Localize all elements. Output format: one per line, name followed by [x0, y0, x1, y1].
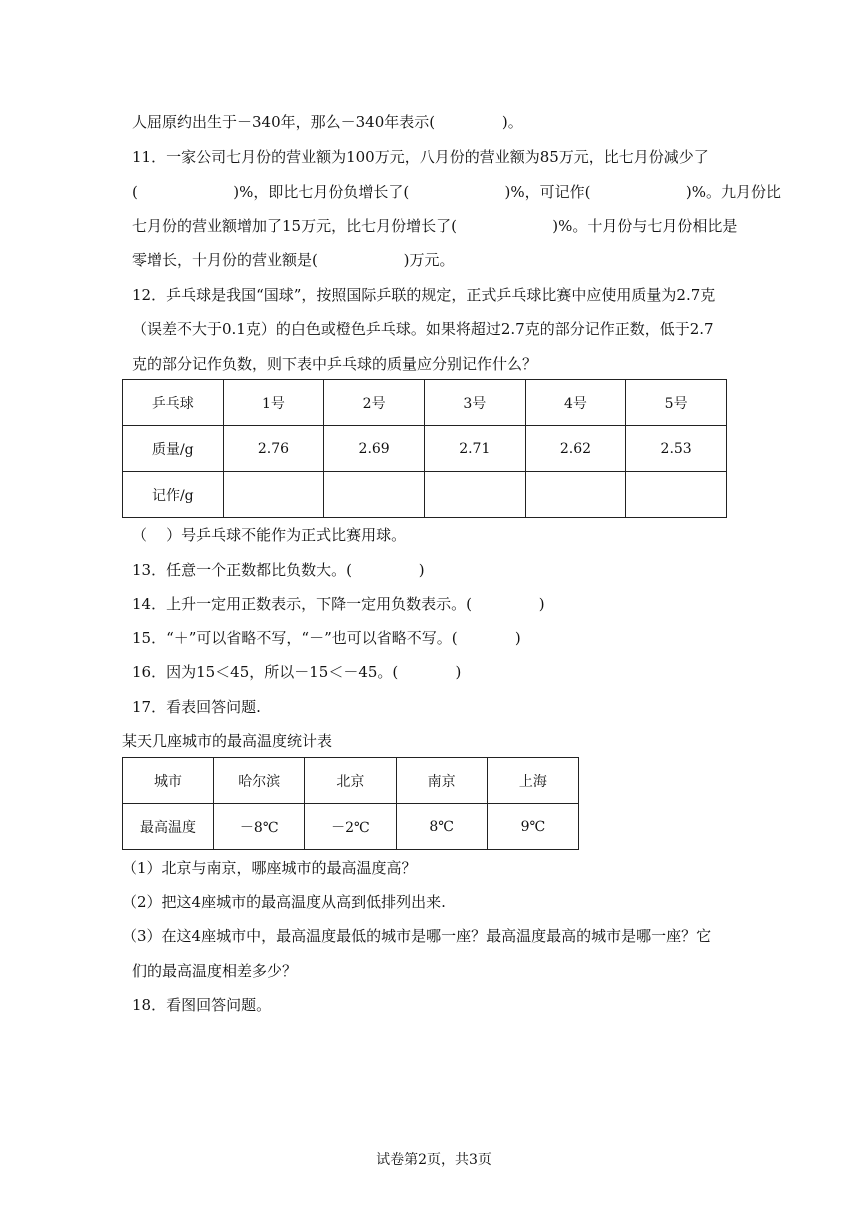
line-1: 人屈原约出生于－340年，那么－340年表示( )。 [132, 113, 523, 131]
table-row [123, 758, 579, 804]
table-cell: 上海 [487, 758, 578, 804]
answer-cell [525, 472, 626, 518]
table-row [123, 380, 727, 426]
table-cell: 2.69 [324, 426, 425, 472]
answer-cell [324, 472, 425, 518]
line-4: 七月份的营业额增加了15万元，比七月份增长了( )%。十月份与七月份相比是 [132, 217, 738, 235]
table-cell: 乒乓球 [123, 380, 224, 426]
table-cell: 北京 [305, 758, 396, 804]
table-cell: 哈尔滨 [214, 758, 305, 804]
table-cell: 2.76 [223, 426, 324, 472]
line-13: 16．因为15＜45，所以－15＜－45。( ) [132, 663, 462, 681]
table-cell: 城市 [123, 758, 214, 804]
table-cell: 最高温度 [123, 804, 214, 850]
line-15: 某天几座城市的最高温度统计表 [122, 732, 333, 750]
line-6: 12．乒乓球是我国“国球”，按照国际乒联的规定，正式乒乓球比赛中应使用质量为2.7克 [132, 286, 716, 304]
table-cell: 2.71 [424, 426, 525, 472]
line-3: ( )%，即比七月份负增长了( )%，可记作( )%。九月份比 [132, 183, 781, 201]
table-cell: 南京 [396, 758, 487, 804]
line-11: 14．上升一定用正数表示，下降一定用负数表示。( ) [132, 595, 545, 613]
line-8: 克的部分记作负数，则下表中乒乓球的质量应分别记作什么？ [132, 355, 538, 373]
table-cell: 2.53 [626, 426, 727, 472]
table-row [123, 804, 579, 850]
table-cell: 2.62 [525, 426, 626, 472]
line-9: （ ）号乒乓球不能作为正式比赛用球。 [132, 526, 407, 544]
line-20: 18．看图回答问题。 [132, 996, 272, 1014]
page-footer: 试卷第2页，共3页 [376, 1152, 492, 1168]
table-cell: 5号 [626, 380, 727, 426]
line-17: （2）把这4座城市的最高温度从高到低排列出来. [122, 893, 446, 911]
pingpong-mass-table [122, 379, 727, 518]
line-18: （3）在这4座城市中，最高温度最低的城市是哪一座？最高温度最高的城市是哪一座？它 [122, 927, 712, 945]
table-cell: 质量/g [123, 426, 224, 472]
table-cell: 4号 [525, 380, 626, 426]
city-temperature-table [122, 757, 579, 850]
table-row [123, 426, 727, 472]
answer-cell [626, 472, 727, 518]
table-row [123, 472, 727, 518]
line-19: 们的最高温度相差多少？ [132, 962, 298, 980]
line-12: 15．“＋”可以省略不写，“－”也可以省略不写。( ) [132, 629, 521, 647]
answer-cell [223, 472, 324, 518]
table-cell: 8℃ [396, 804, 487, 850]
table-cell: －8℃ [214, 804, 305, 850]
table-cell: 1号 [223, 380, 324, 426]
line-7: （误差不大于0.1克）的白色或橙色乒乓球。如果将超过2.7克的部分记作正数，低于2.7 [132, 320, 714, 338]
line-14: 17．看表回答问题. [132, 698, 261, 716]
line-16: （1）北京与南京，哪座城市的最高温度高？ [122, 859, 417, 877]
line-2: 11．一家公司七月份的营业额为100万元，八月份的营业额为85万元，比七月份减少了 [132, 148, 709, 166]
line-5: 零增长，十月份的营业额是( )万元。 [132, 251, 455, 269]
table-cell: 3号 [424, 380, 525, 426]
table-cell: 9℃ [487, 804, 578, 850]
line-10: 13．任意一个正数都比负数大。( ) [132, 561, 425, 579]
table-cell: 记作/g [123, 472, 224, 518]
table-cell: 2号 [324, 380, 425, 426]
table-cell: －2℃ [305, 804, 396, 850]
answer-cell [424, 472, 525, 518]
